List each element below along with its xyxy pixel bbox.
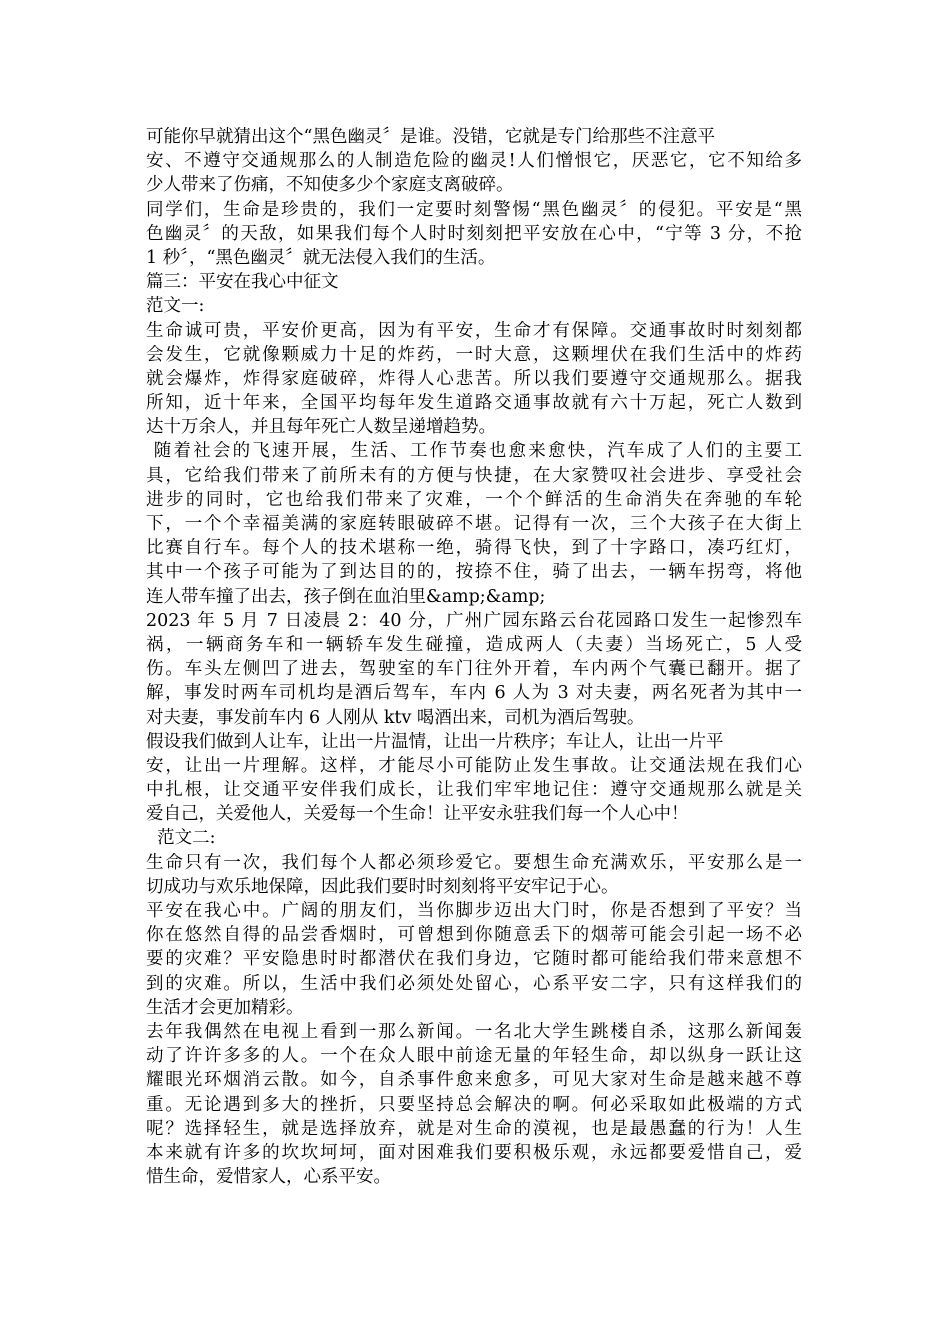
text-line: 就会爆炸，炸得家庭破碎，炸得人心悲苦。所以我们要遵守交通规那么。据我 xyxy=(146,368,802,389)
text-line: 2023 年 5 月 7 日凌晨 2：40 分，广州广园东路云台花园路口发生一起惨烈车 xyxy=(146,610,802,631)
text-line: 1 秒〞，“黑色幽灵〞就无法侵入我们的生活。 xyxy=(146,247,496,268)
text-line: 生活才会更加精彩。 xyxy=(146,997,304,1018)
text-line: 少人带来了伤痛，不知使多少个家庭支离破碎。 xyxy=(146,175,514,196)
text-line: 篇三：平安在我心中征文 xyxy=(146,272,339,293)
text-line: 范文二: xyxy=(146,828,216,849)
text-line: 进步的同时，它也给我们带来了灾难，一个个鲜活的生命消失在奔驰的车轮 xyxy=(146,489,802,510)
text-line: 要的灾难？平安隐患时时都潜伏在我们身边，它随时都可能给我们带来意想不 xyxy=(146,949,802,970)
text-line: 随着社会的飞速开展，生活、工作节奏也愈来愈快，汽车成了人们的主要工 xyxy=(146,441,802,462)
text-line: 安、不遵守交通规那么的人制造危险的幽灵!人们憎恨它，厌恶它，它不知给多 xyxy=(146,151,802,172)
text-line: 伤。车头左侧凹了进去，驾驶室的车门往外开着，车内两个气囊已翻开。据了 xyxy=(146,659,802,680)
text-line: 会发生，它就像颗威力十足的炸药，一时大意，这颗埋伏在我们生活中的炸药 xyxy=(146,344,802,365)
text-line: 耀眼光环烟消云散。如今，自杀事件愈来愈多，可见大家对生命是越来越不尊 xyxy=(146,1070,802,1091)
text-line: 切成功与欢乐地保障，因此我们要时时刻刻将平安牢记于心。 xyxy=(146,876,619,897)
text-line: 重。无论遇到多大的挫折，只要坚持总会解决的啊。何必采取如此极端的方式 xyxy=(146,1094,802,1115)
text-line: 下，一个个幸福美满的家庭转眼破碎不堪。记得有一次，三个大孩子在大街上 xyxy=(146,514,802,534)
text-line: 去年我偶然在电视上看到一那么新闻。一名北大学生跳楼自杀，这那么新闻轰 xyxy=(146,1021,802,1042)
text-line: 连人带车撞了出去，孩子倒在血泊里&amp;&amp; xyxy=(146,586,546,607)
text-line: 动了许许多多的人。一个在众人眼中前途无量的年轻生命，却以纵身一跃让这 xyxy=(146,1046,802,1067)
text-line: 祸，一辆商务车和一辆轿车发生碰撞，造成两人（夫妻）当场死亡，5 人受 xyxy=(146,634,802,655)
text-line: 呢？选择轻生，就是选择放弃，就是对生命的漠视，也是最愚蠢的行为！人生 xyxy=(146,1118,802,1139)
text-line: 所知，近十年来，全国平均每年发生道路交通事故就有六十万起，死亡人数到 xyxy=(146,393,802,414)
text-line: 本来就有许多的坎坎坷坷，面对困难我们要积极乐观，永远都要爱惜自己，爱 xyxy=(146,1142,802,1163)
text-line: 色幽灵〞的天敌，如果我们每个人时时刻刻把平安放在心中，“宁等 3 分，不抢 xyxy=(146,223,802,244)
text-line: 假设我们做到人让车，让出一片温情，让出一片秩序；车让人，让出一片平 xyxy=(146,731,724,752)
document-body xyxy=(146,125,806,1189)
text-line: 生命只有一次，我们每个人都必须珍爱它。要想生命充满欢乐，平安那么是一 xyxy=(146,852,802,873)
text-line: 平安在我心中。广阔的朋友们，当你脚步迈出大门时，你是否想到了平安？当 xyxy=(146,901,802,921)
text-line: 范文一: xyxy=(146,296,205,317)
text-line: 对夫妻，事发前车内 6 人刚从 ktv 喝酒出来，司机为酒后驾驶。 xyxy=(146,707,645,728)
text-line: 同学们，生命是珍贵的，我们一定要时刻警惕“黑色幽灵〞的侵犯。平安是“黑 xyxy=(146,199,802,220)
text-line: 到的灾难。所以，生活中我们必须处处留心，心系平安二字，只有这样我们的 xyxy=(146,973,802,994)
text-line: 解，事发时两车司机均是酒后驾车，车内 6 人为 3 对夫妻，两名死者为其中一 xyxy=(146,683,802,704)
text-line: 爱自己，关爱他人，关爱每一个生命！让平安永驻我们每一个人心中！ xyxy=(146,804,689,825)
text-line: 安，让出一片理解。这样，才能尽小可能防止发生事故。让交通法规在我们心 xyxy=(146,755,802,776)
text-line: 比赛自行车。每个人的技术堪称一绝，骑得飞快，到了十字路口，凑巧红灯， xyxy=(146,538,802,559)
text-line: 达十万余人，并且每年死亡人数呈递增趋势。 xyxy=(146,417,496,438)
text-line: 惜生命，爱惜家人，心系平安。 xyxy=(146,1167,391,1188)
text-line: 其中一个孩子可能为了到达目的的，按捺不住，骑了出去，一辆车拐弯，将他 xyxy=(146,562,802,583)
text-line: 中扎根，让交通平安伴我们成长，让我们牢牢地记住：遵守交通规那么就是关 xyxy=(146,780,802,801)
text-line: 具，它给我们带来了前所未有的方便与快捷，在大家赞叹社会进步、享受社会 xyxy=(146,465,802,486)
text-line: 你在悠然自得的品尝香烟时，可曾想到你随意丢下的烟蒂可能会引起一场不必 xyxy=(146,925,802,946)
text-line: 生命诚可贵，平安价更高，因为有平安，生命才有保障。交通事故时时刻刻都 xyxy=(146,320,802,341)
text-line: 可能你早就猜出这个“黑色幽灵〞是谁。没错，它就是专门给那些不注意平 xyxy=(146,127,715,147)
